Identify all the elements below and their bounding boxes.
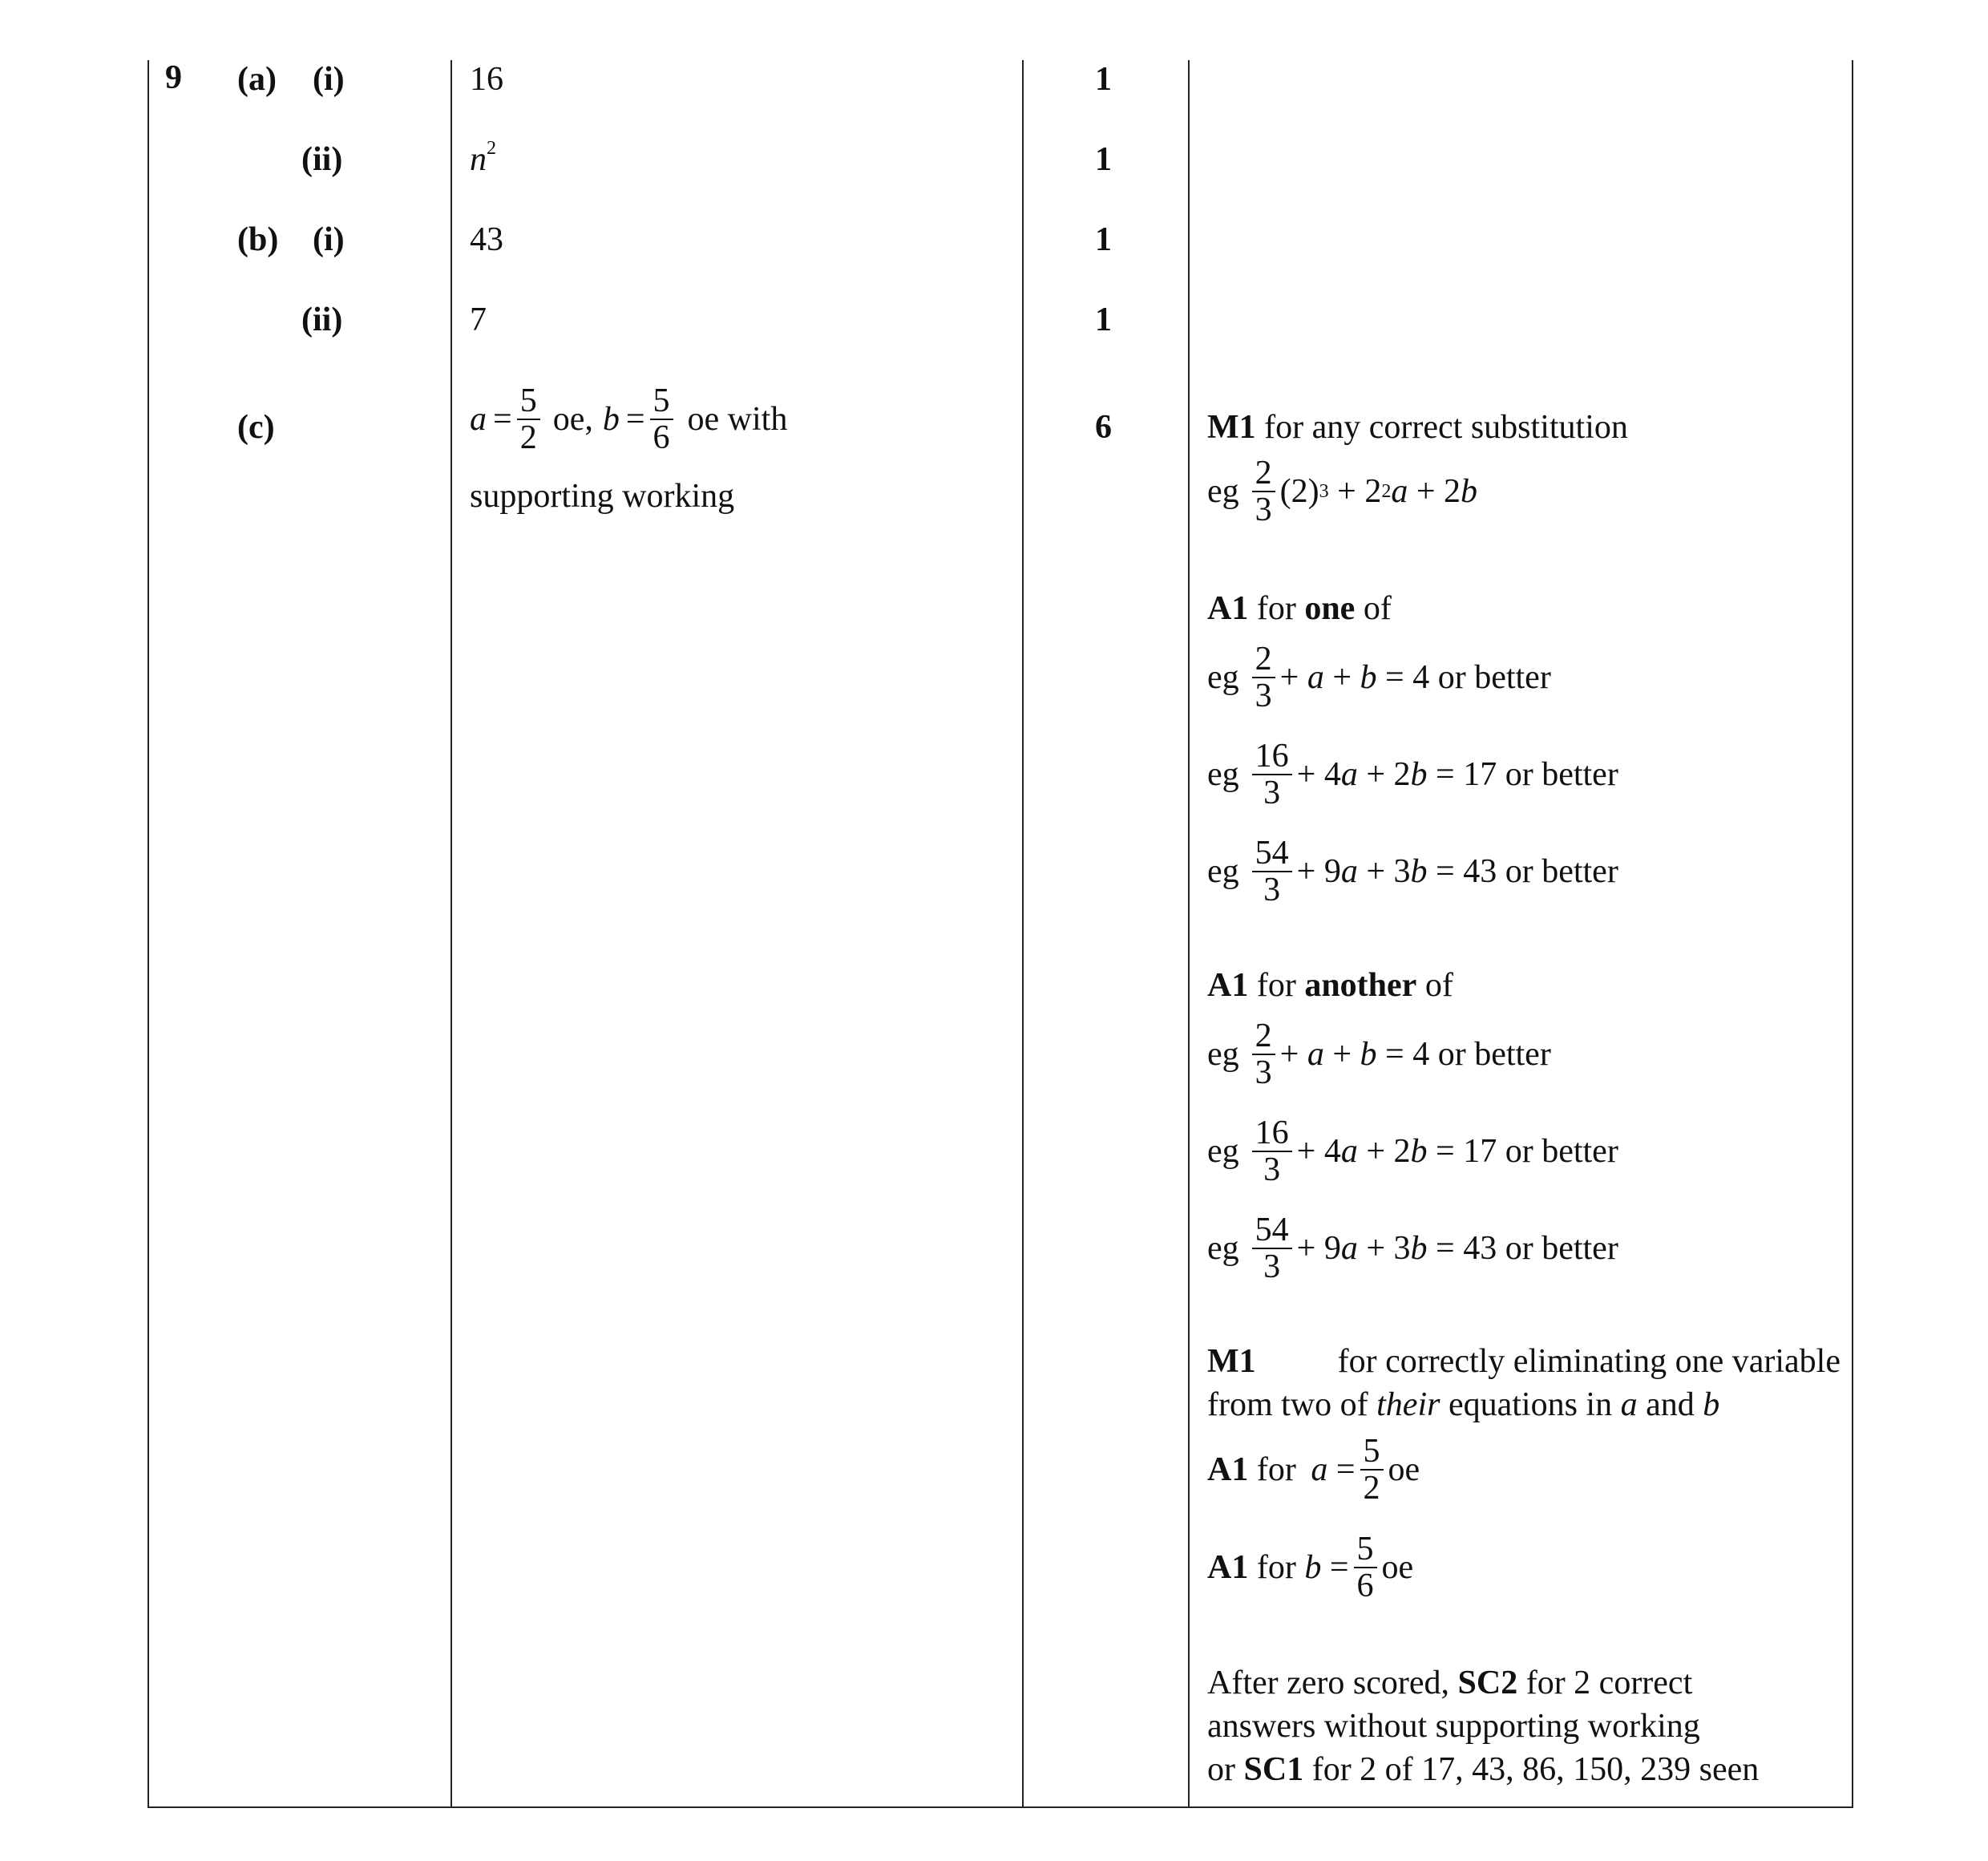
guidance-equation-another-1: eg $\frac{2}{3}$ + a + b = 4 or better: [1207, 1017, 1551, 1092]
sub-label-a-ii: (ii): [301, 141, 343, 178]
answer-b-i: 43: [470, 221, 503, 258]
equation-fraction: $\frac{54}{3}$: [1252, 835, 1292, 908]
answer-c-oe-1: oe,: [552, 401, 593, 439]
equation-fraction: $\frac{16}{3}$: [1252, 738, 1292, 811]
answer-c-line2: supporting working: [470, 478, 735, 515]
part-label-c: (c): [237, 409, 275, 446]
answer-a-i: 16: [470, 61, 503, 98]
answer-c-oe-with: oe with: [687, 401, 788, 439]
mark-a-i: 1: [1095, 61, 1112, 98]
answer-c-b-fraction: $\frac{5}{6}$: [650, 383, 673, 455]
answer-c-line1: [470, 383, 787, 455]
part-label-a: (a): [237, 61, 277, 98]
equation-fraction: $\frac{2}{3}$: [1252, 641, 1275, 714]
answer-exponent: 2: [487, 138, 496, 159]
guidance-m1-eliminating-line2: from two of their equations in a and b: [1207, 1386, 1720, 1423]
guidance-a1-another-heading: A1 for another of: [1207, 967, 1453, 1004]
guidance-a1-a-fraction: $\frac{5}{2}$: [1360, 1434, 1384, 1506]
column-divider-guidance: [1188, 60, 1190, 1806]
question-number: 9: [165, 59, 182, 96]
guidance-a1-b-fraction: $\frac{5}{6}$: [1354, 1531, 1377, 1604]
guidance-a1-b-value: A1 for b = $\frac{5}{6}$ oe: [1207, 1531, 1414, 1605]
table-border-right: [1852, 60, 1853, 1806]
answer-b-ii: 7: [470, 301, 487, 338]
guidance-special-case-line1: After zero scored, SC2 for 2 correct: [1207, 1665, 1693, 1701]
guidance-a1-one-heading: A1 for one of: [1207, 590, 1392, 627]
column-divider-mark: [1022, 60, 1024, 1806]
guidance-m1-example: eg $\frac{2}{3}$ (2) 3 + 2 2 a + 2 b: [1207, 455, 1478, 529]
table-border-bottom: [147, 1806, 1853, 1808]
part-label-b: (b): [237, 221, 279, 258]
equation-fraction: $\frac{16}{3}$: [1252, 1115, 1292, 1187]
mark-b-ii: 1: [1095, 301, 1112, 338]
mark-b-i: 1: [1095, 221, 1112, 258]
guidance-a1-a-value: A1 for a = $\frac{5}{2}$ oe: [1207, 1433, 1420, 1507]
guidance-special-case-line3: or SC1 for 2 of 17, 43, 86, 150, 239 seen: [1207, 1751, 1760, 1788]
equation-fraction: $\frac{54}{3}$: [1252, 1212, 1292, 1284]
answer-c-equals-1: =: [493, 401, 512, 439]
mark-c: 6: [1095, 409, 1112, 446]
guidance-equation-one-1: eg $\frac{2}{3}$ + a + b = 4 or better: [1207, 641, 1551, 715]
column-divider-answer: [451, 60, 452, 1806]
mark-a-ii: 1: [1095, 141, 1112, 178]
answer-c-a-var: a: [470, 401, 487, 439]
equation-fraction: $\frac{2}{3}$: [1252, 1018, 1275, 1090]
answer-c-a-fraction: $\frac{5}{2}$: [517, 383, 540, 455]
guidance-equation-another-3: eg $\frac{54}{3}$ + 9 a + 3 b = 43 or better: [1207, 1212, 1618, 1286]
answer-a-ii: [470, 138, 496, 178]
sub-label-b-ii: (ii): [301, 301, 343, 338]
table-border-left: [147, 60, 149, 1806]
answer-variable-n: n: [470, 141, 487, 178]
answer-c-b-var: b: [602, 401, 620, 439]
guidance-m1-fraction: $\frac{2}{3}$: [1252, 455, 1275, 528]
guidance-m1-eliminating-line1: M1 for correctly eliminating one variable: [1207, 1343, 1841, 1380]
guidance-special-case-line2: answers without supporting working: [1207, 1708, 1700, 1745]
guidance-m1-substitution: M1 for any correct substitution: [1207, 409, 1628, 446]
sub-label-a-i: (i): [313, 61, 345, 98]
sub-label-b-i: (i): [313, 221, 345, 258]
guidance-equation-one-2: eg $\frac{16}{3}$ + 4 a + 2 b = 17 or better: [1207, 738, 1618, 812]
guidance-equation-another-2: eg $\frac{16}{3}$ + 4 a + 2 b = 17 or better: [1207, 1115, 1618, 1189]
answer-c-equals-2: =: [625, 401, 645, 439]
guidance-equation-one-3: eg $\frac{54}{3}$ + 9 a + 3 b = 43 or better: [1207, 835, 1618, 909]
